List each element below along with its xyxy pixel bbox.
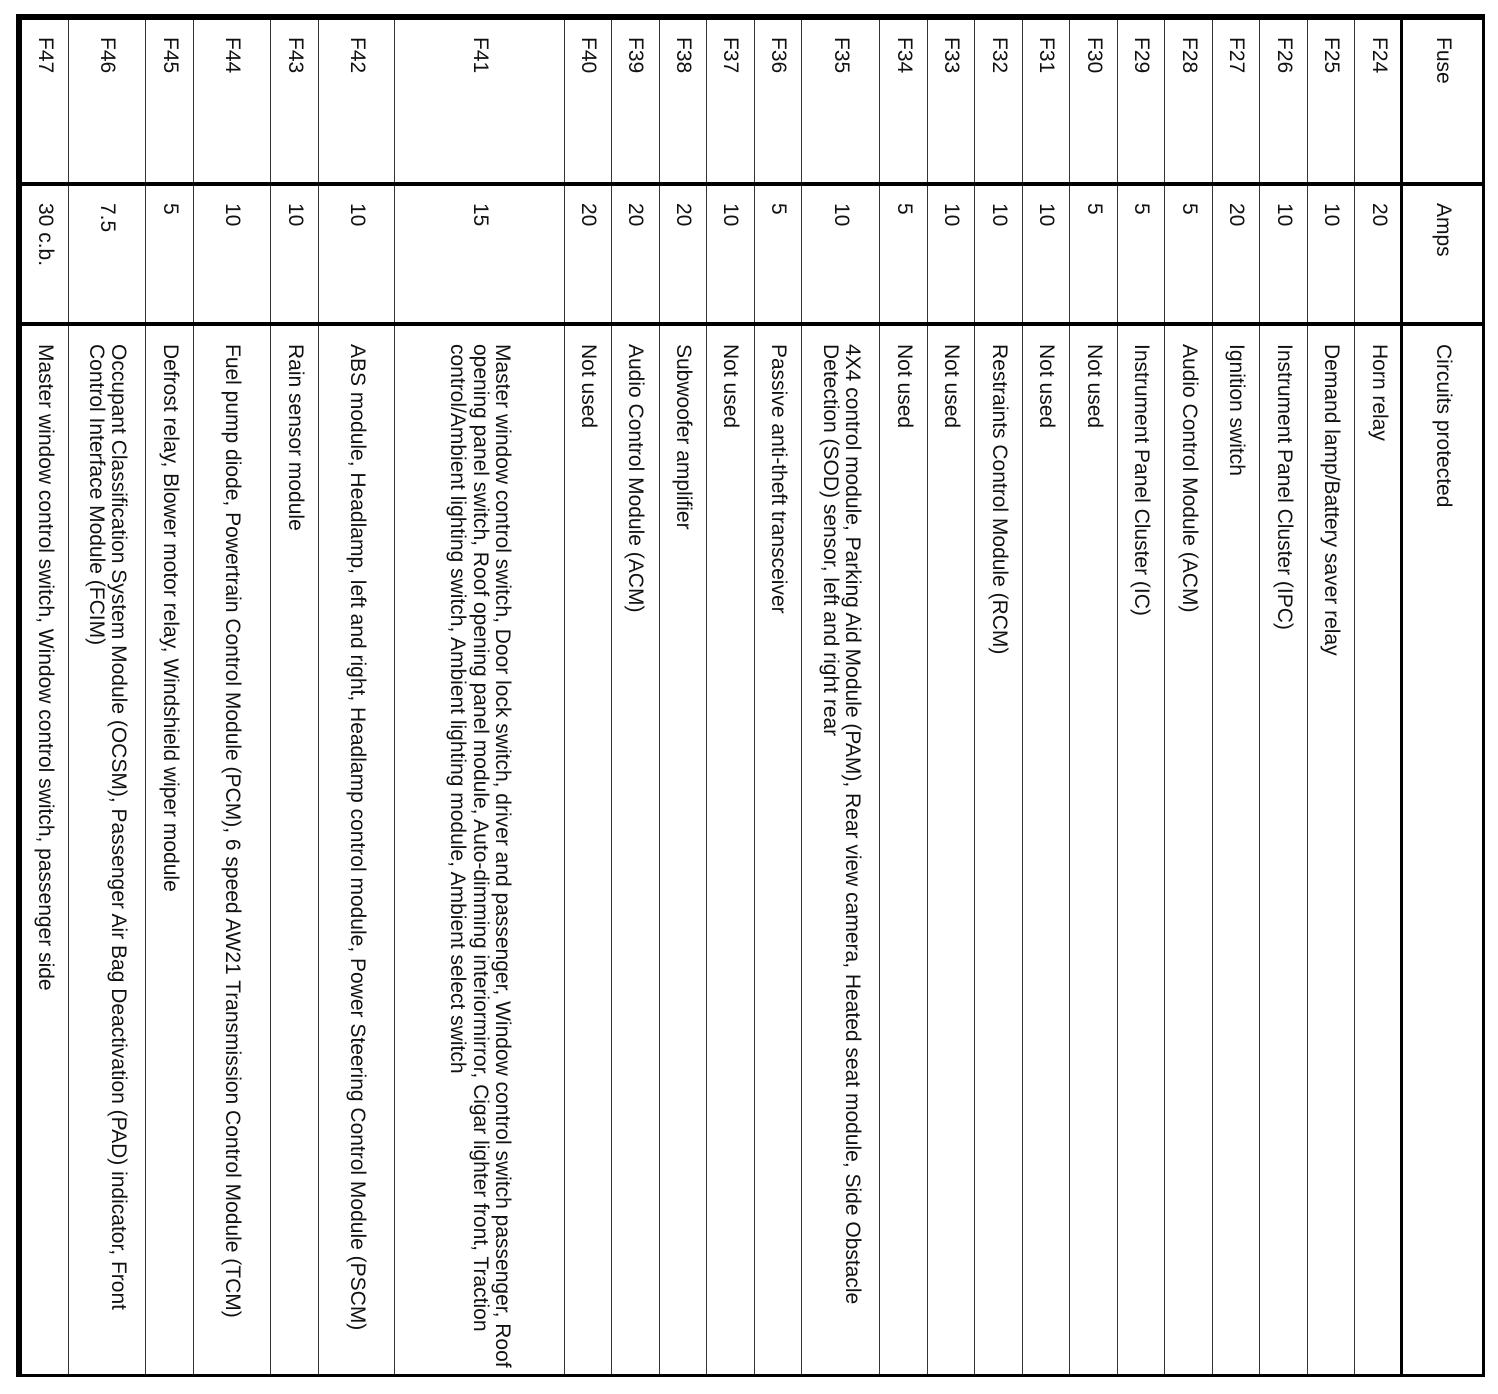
table-border-top (1482, 14, 1485, 1376)
fuse-amps: 20 (612, 185, 660, 326)
header-fuse: Fuse (1403, 19, 1483, 185)
fuse-amps: 10 (975, 185, 1023, 326)
fuse-number: F35 (802, 19, 880, 185)
fuse-row (564, 19, 612, 1377)
fuse-circuits: Not used (707, 326, 755, 1377)
fuse-circuits: Ignition switch (1213, 326, 1261, 1377)
fuse-row (21, 19, 69, 1377)
fuse-amps: 7.5 (68, 185, 145, 326)
fuse-number: F33 (928, 19, 976, 185)
fuse-circuits: ABS module, Headlamp, left and right, Headlamp control module, Power Steering Control Module (PSCM) (318, 326, 394, 1377)
fuse-circuits: Horn relay (1355, 326, 1403, 1377)
fuse-row (1260, 19, 1308, 1377)
column-divider-amps (16, 322, 1485, 326)
fuse-amps: 30 c.b. (21, 185, 69, 326)
fuse-circuits: Occupant Classification System Module (OCSM), Passenger Air Bag Deactivation (PAD) indicator, Front Control Interface Module (FCIM) (68, 326, 145, 1377)
fuse-circuits: Demand lamp/Battery saver relay (1308, 326, 1356, 1377)
fuse-table (20, 18, 1483, 1377)
fuse-row (1213, 19, 1261, 1377)
fuse-row (193, 19, 270, 1377)
fuse-amps: 10 (1260, 185, 1308, 326)
fuse-amps: 10 (1308, 185, 1356, 326)
fuse-circuits: Subwoofer amplifier (659, 326, 707, 1377)
fuse-number: F31 (1023, 19, 1071, 185)
fuse-row (928, 19, 976, 1377)
fuse-number: F45 (146, 19, 194, 185)
fuse-circuits: Passive anti-theft transceiver (754, 326, 802, 1377)
fuse-row (1165, 19, 1213, 1377)
fuse-row (802, 19, 880, 1377)
fuse-number: F24 (1355, 19, 1403, 185)
fuse-amps: 10 (1023, 185, 1071, 326)
fuse-row (707, 19, 755, 1377)
fuse-circuits: Master window control switch, Window control switch, passenger side (21, 326, 69, 1377)
fuse-number: F47 (21, 19, 69, 185)
fuse-amps: 20 (659, 185, 707, 326)
fuse-amps: 10 (928, 185, 976, 326)
fuse-row (318, 19, 394, 1377)
fuse-number: F26 (1260, 19, 1308, 185)
fuse-amps: 5 (1165, 185, 1213, 326)
table-border-bottom (16, 14, 22, 1376)
fuse-amps: 20 (1213, 185, 1261, 326)
fuse-circuits: Rain sensor module (271, 326, 319, 1377)
fuse-number: F30 (1070, 19, 1118, 185)
fuse-amps: 5 (146, 185, 194, 326)
fuse-row (659, 19, 707, 1377)
fuse-circuits: Not used (928, 326, 976, 1377)
fuse-number: F43 (271, 19, 319, 185)
column-divider-fuse (16, 182, 1485, 186)
fuse-number: F29 (1118, 19, 1166, 185)
fuse-row (395, 19, 564, 1377)
fuse-number: F27 (1213, 19, 1261, 185)
fuse-table-body (21, 19, 1403, 1377)
fuse-number: F39 (612, 19, 660, 185)
fuse-circuits: Master window control switch, Door lock switch, driver and passenger, Window control switch passenger, Roof opening panel switch, Roof opening panel module, Auto-dimming interiormirror, Cigar lighter front, Traction control/Ambient lighting switch, Ambient lighting module, Ambient select switch (395, 326, 564, 1377)
fuse-amps: 5 (1118, 185, 1166, 326)
fuse-amps: 15 (395, 185, 564, 326)
fuse-amps: 5 (1070, 185, 1118, 326)
fuse-row (1023, 19, 1071, 1377)
fuse-circuits: Not used (1023, 326, 1071, 1377)
fuse-circuits: Restraints Control Module (RCM) (975, 326, 1023, 1377)
header-amps: Amps (1403, 185, 1483, 326)
fuse-number: F42 (318, 19, 394, 185)
fuse-amps: 10 (271, 185, 319, 326)
fuse-row (612, 19, 660, 1377)
fuse-circuits: 4X4 control module, Parking Aid Module (PAM), Rear view camera, Heated seat module, Side Obstacle Detection (SOD) sensor, left and right rear (802, 326, 880, 1377)
fuse-circuits: Fuel pump diode, Powertrain Control Module (PCM), 6 speed AW21 Transmission Control Module (TCM) (193, 326, 270, 1377)
fuse-circuits: Not used (880, 326, 928, 1377)
fuse-amps: 10 (193, 185, 270, 326)
fuse-row (1355, 19, 1403, 1377)
fuse-amps: 5 (754, 185, 802, 326)
header-circuits: Circuits protected (1403, 326, 1483, 1377)
fuse-row (880, 19, 928, 1377)
fuse-amps: 10 (318, 185, 394, 326)
fuse-number: F46 (68, 19, 145, 185)
fuse-circuits: Instrument Panel Cluster (IC) (1118, 326, 1166, 1377)
fuse-number: F44 (193, 19, 270, 185)
fuse-row (1118, 19, 1166, 1377)
fuse-row (146, 19, 194, 1377)
fuse-row (271, 19, 319, 1377)
fuse-number: F40 (564, 19, 612, 185)
fuse-circuits: Audio Control Module (ACM) (612, 326, 660, 1377)
fuse-circuits: Audio Control Module (ACM) (1165, 326, 1213, 1377)
header-row (1403, 19, 1483, 1377)
fuse-circuits: Instrument Panel Cluster (IPC) (1260, 326, 1308, 1377)
fuse-table-header (1403, 19, 1483, 1377)
header-divider (1400, 14, 1403, 1376)
fuse-amps: 10 (802, 185, 880, 326)
fuse-number: F25 (1308, 19, 1356, 185)
fuse-amps: 10 (707, 185, 755, 326)
fuse-number: F41 (395, 19, 564, 185)
table-border-left (16, 14, 1485, 20)
fuse-row (68, 19, 145, 1377)
fuse-row (1070, 19, 1118, 1377)
fuse-number: F38 (659, 19, 707, 185)
fuse-row (754, 19, 802, 1377)
fuse-amps: 20 (1355, 185, 1403, 326)
fuse-circuits: Not used (564, 326, 612, 1377)
table-border-right (16, 1374, 1485, 1377)
fuse-number: F36 (754, 19, 802, 185)
fuse-circuits: Not used (1070, 326, 1118, 1377)
fuse-number: F34 (880, 19, 928, 185)
fuse-number: F37 (707, 19, 755, 185)
fuse-amps: 5 (880, 185, 928, 326)
fuse-row (975, 19, 1023, 1377)
fuse-circuits: Defrost relay, Blower motor relay, Windshield wiper module (146, 326, 194, 1377)
fuse-amps: 20 (564, 185, 612, 326)
fuse-row (1308, 19, 1356, 1377)
fuse-number: F32 (975, 19, 1023, 185)
fuse-number: F28 (1165, 19, 1213, 185)
